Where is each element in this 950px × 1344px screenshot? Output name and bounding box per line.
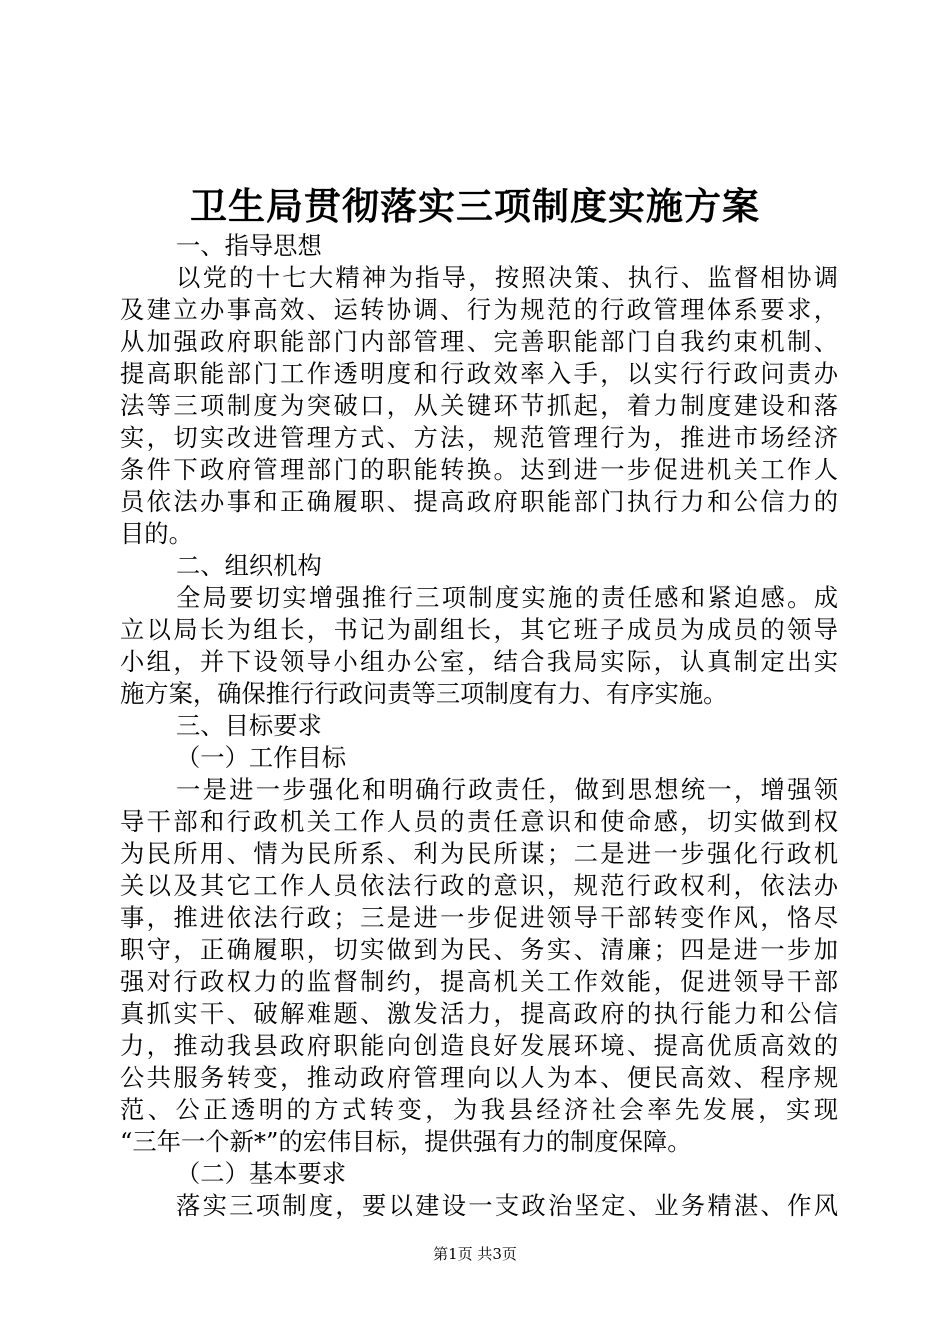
paragraph-line: 事，推进依法行政；三是进一步促进领导干部转变作风，恪尽 [120,903,838,932]
paragraph-line: 及建立办事高效、运转协调、行为规范的行政管理体系要求， [120,295,838,324]
subsection-heading: （一）工作目标 [176,743,347,772]
paragraph-line: 全局要切实增强推行三项制度实施的责任感和紧迫感。成 [176,583,838,612]
paragraph-line: 员依法办事和正确履职、提高政府职能部门执行力和公信力的 [120,487,838,516]
paragraph-line: 公共服务转变，推动政府管理向以人为本、便民高效、程序规 [120,1063,838,1092]
paragraph-line: 目的。 [120,519,193,548]
paragraph-line: 小组，并下设领导小组办公室，结合我局实际，认真制定出实 [120,647,838,676]
paragraph-line: 提高职能部门工作透明度和行政效率入手，以实行行政问责办 [120,359,838,388]
paragraph-line: 落实三项制度，要以建设一支政治坚定、业务精湛、作风 [176,1191,838,1220]
paragraph-line: 为民所用、情为民所系、利为民所谋；二是进一步强化行政机 [120,839,838,868]
document-body [120,230,838,1222]
paragraph-line: 一是进一步强化和明确行政责任，做到思想统一，增强领 [176,775,838,804]
paragraph-line: 实，切实改进管理方式、方法，规范管理行为，推进市场经济 [120,423,838,452]
paragraph-line: 条件下政府管理部门的职能转换。达到进一步促进机关工作人 [120,455,838,484]
subsection-heading: （二）基本要求 [176,1159,347,1188]
paragraph-line: 以党的十七大精神为指导，按照决策、执行、监督相协调 [176,263,838,292]
paragraph-line: 立以局长为组长，书记为副组长，其它班子成员为成员的领导 [120,615,838,644]
paragraph-line: 导干部和行政机关工作人员的责任意识和使命感，切实做到权 [120,807,838,836]
page-number-footer: 第1页 共3页 [433,1245,517,1263]
section-heading: 三、目标要求 [176,711,322,740]
paragraph-line: 力，推动我县政府职能向创造良好发展环境、提高优质高效的 [120,1031,838,1060]
paragraph-line: 法等三项制度为突破口，从关键环节抓起，着力制度建设和落 [120,391,838,420]
section-heading: 二、组织机构 [176,551,322,580]
paragraph-line: 真抓实干、破解难题、激发活力，提高政府的执行能力和公信 [120,999,838,1028]
paragraph-line: 施方案，确保推行行政问责等三项制度有力、有序实施。 [120,679,728,708]
document-title: 卫生局贯彻落实三项制度实施方案 [190,184,760,228]
paragraph-line: 强对行政权力的监督制约，提高机关工作效能，促进领导干部 [120,967,838,996]
section-heading: 一、指导思想 [176,231,322,260]
paragraph-line: 关以及其它工作人员依法行政的意识，规范行政权利，依法办 [120,871,838,900]
paragraph-line: 范、公正透明的方式转变，为我县经济社会率先发展，实现 [120,1095,838,1124]
paragraph-line: “三年一个新*”的宏伟目标，提供强有力的制度保障。 [120,1127,692,1156]
paragraph-line: 从加强政府职能部门内部管理、完善职能部门自我约束机制、 [120,327,838,356]
paragraph-line: 职守，正确履职，切实做到为民、务实、清廉；四是进一步加 [120,935,838,964]
